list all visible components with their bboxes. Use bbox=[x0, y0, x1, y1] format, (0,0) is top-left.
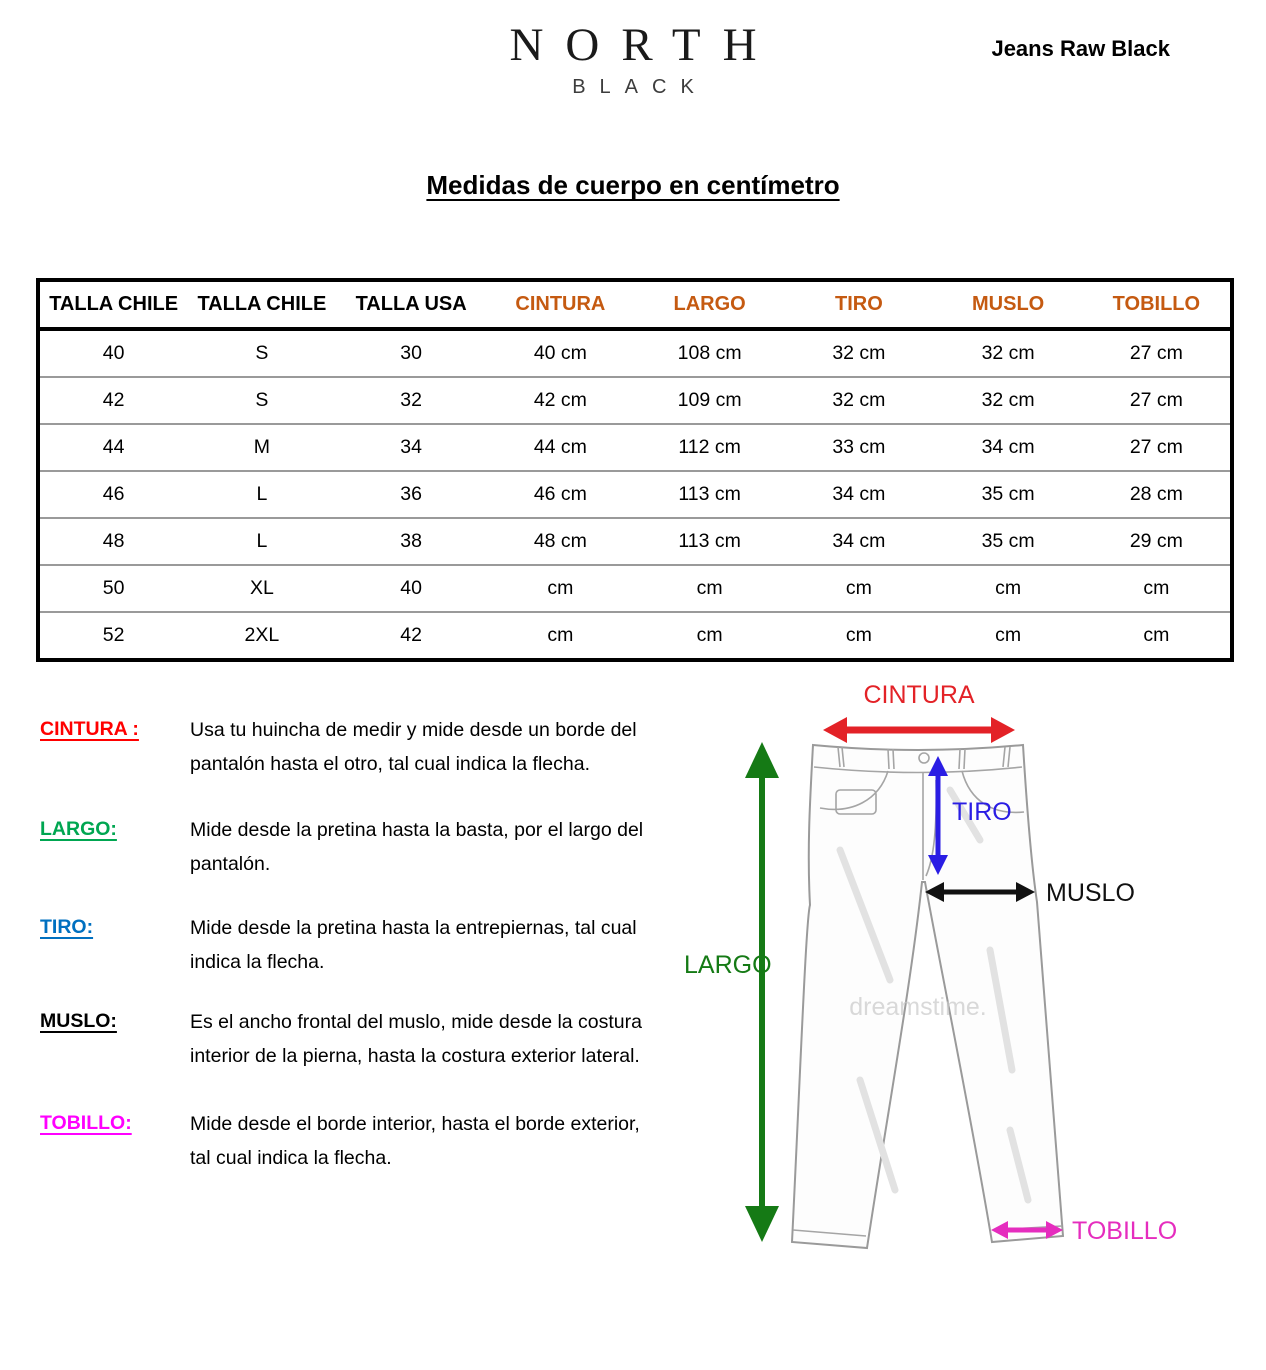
definition-text: Mide desde la pretina hasta la entrepiernas, tal cual indica la flecha. bbox=[190, 917, 637, 973]
table-cell: XL bbox=[187, 565, 336, 612]
table-cell: 40 bbox=[102, 342, 125, 364]
table-cell: cm bbox=[934, 565, 1083, 612]
table-cell: 33 cm bbox=[784, 424, 933, 471]
table-cell: 46 cm bbox=[486, 471, 635, 518]
table-cell: 35 cm bbox=[934, 471, 1083, 518]
table-cell: M bbox=[187, 424, 336, 471]
table-cell: 27 cm bbox=[1083, 424, 1232, 471]
table-cell: 108 cm bbox=[677, 342, 742, 364]
table-cell: 36 bbox=[337, 471, 486, 518]
table-cell: S bbox=[255, 342, 269, 364]
table-cell: 30 bbox=[400, 342, 422, 364]
definition-row bbox=[40, 1010, 660, 1073]
cintura-arrow bbox=[823, 717, 1015, 743]
table-cell: cm bbox=[934, 612, 1083, 660]
definition-term: TOBILLO: bbox=[40, 1112, 132, 1134]
column-header: LARGO bbox=[635, 280, 784, 329]
definition-term: CINTURA : bbox=[40, 718, 139, 740]
column-header: MUSLO bbox=[934, 280, 1083, 329]
table-cell: L bbox=[187, 471, 336, 518]
column-header: TIRO bbox=[784, 280, 933, 329]
table-cell: 28 cm bbox=[1083, 471, 1232, 518]
table-cell: 34 cm bbox=[784, 471, 933, 518]
definition-row bbox=[40, 1112, 660, 1175]
table-cell: 32 cm bbox=[934, 377, 1083, 424]
table-cell: cm bbox=[1083, 612, 1232, 660]
table-cell: 32 cm bbox=[784, 377, 933, 424]
definition-text: Es el ancho frontal del muslo, mide desde la costura interior de la pierna, hasta la costura exterior lateral. bbox=[190, 1011, 642, 1067]
table-cell: 34 bbox=[337, 424, 486, 471]
table-cell: 32 cm bbox=[981, 342, 1035, 364]
table-cell: 34 cm bbox=[784, 518, 933, 565]
tiro-diagram-label: TIRO bbox=[952, 798, 1012, 826]
table-cell: cm bbox=[784, 612, 933, 660]
product-name: Jeans Raw Black bbox=[991, 36, 1170, 61]
muslo-diagram-label: MUSLO bbox=[1046, 879, 1135, 907]
definition-row bbox=[40, 718, 660, 781]
table-cell: 40 cm bbox=[533, 342, 587, 364]
brand-name: NORTH bbox=[509, 19, 779, 71]
definition-row bbox=[40, 916, 660, 979]
table-cell: 27 cm bbox=[1083, 377, 1232, 424]
table-cell: cm bbox=[486, 565, 635, 612]
table-cell: 46 bbox=[38, 471, 187, 518]
table-cell: 29 cm bbox=[1083, 518, 1232, 565]
column-header: TALLA USA bbox=[337, 280, 486, 329]
column-header: CINTURA bbox=[486, 280, 635, 329]
table-cell: 2XL bbox=[187, 612, 336, 660]
table-cell: 109 cm bbox=[635, 377, 784, 424]
table-cell: 34 cm bbox=[934, 424, 1083, 471]
table-cell: 44 cm bbox=[486, 424, 635, 471]
table-cell: 27 cm bbox=[1129, 342, 1183, 364]
table-cell: 44 bbox=[38, 424, 187, 471]
table-cell: 50 bbox=[38, 565, 187, 612]
table-cell: 32 bbox=[337, 377, 486, 424]
table-cell: 35 cm bbox=[934, 518, 1083, 565]
definition-term: LARGO: bbox=[40, 818, 117, 840]
table-cell: 32 cm bbox=[832, 342, 886, 364]
table-cell: L bbox=[187, 518, 336, 565]
tobillo-diagram-label: TOBILLO bbox=[1072, 1217, 1178, 1245]
definition-term: MUSLO: bbox=[40, 1010, 117, 1032]
table-cell: 113 cm bbox=[635, 471, 784, 518]
table-cell: 113 cm bbox=[635, 518, 784, 565]
table-cell: 38 bbox=[337, 518, 486, 565]
jeans-measurement-diagram bbox=[660, 650, 1266, 1370]
table-cell: cm bbox=[784, 565, 933, 612]
column-header: TALLA CHILE bbox=[38, 280, 187, 329]
measurement-definitions bbox=[40, 0, 660, 1370]
definition-term: TIRO: bbox=[40, 916, 94, 938]
table-cell: cm bbox=[1083, 565, 1232, 612]
table-cell: 42 cm bbox=[486, 377, 635, 424]
largo-arrow bbox=[745, 742, 779, 1242]
table-cell: 48 cm bbox=[486, 518, 635, 565]
definition-text: Mide desde el borde interior, hasta el borde exterior, tal cual indica la flecha. bbox=[190, 1113, 640, 1169]
definition-text: Mide desde la pretina hasta la basta, por el largo del pantalón. bbox=[190, 819, 644, 875]
table-cell: 52 bbox=[38, 612, 187, 660]
table-cell: cm bbox=[486, 612, 635, 660]
table-cell: 40 bbox=[337, 565, 486, 612]
brand-subname: BLACK bbox=[572, 76, 708, 98]
table-cell: cm bbox=[635, 612, 784, 660]
page-title: Medidas de cuerpo en centímetro bbox=[426, 170, 840, 200]
table-cell: 112 cm bbox=[635, 424, 784, 471]
cintura-diagram-label: CINTURA bbox=[863, 681, 975, 709]
definition-text: Usa tu huincha de medir y mide desde un borde del pantalón hasta el otro, tal cual indica la flecha. bbox=[190, 719, 637, 775]
definition-row bbox=[40, 818, 660, 881]
jeans-illustration bbox=[792, 745, 1063, 1248]
column-header: TALLA CHILE bbox=[187, 280, 336, 329]
largo-diagram-label: LARGO bbox=[684, 951, 772, 979]
table-cell: S bbox=[187, 377, 336, 424]
table-cell: 48 bbox=[38, 518, 187, 565]
table-cell: 42 bbox=[337, 612, 486, 660]
watermark-text: dreamstime. bbox=[849, 993, 987, 1021]
column-header: TOBILLO bbox=[1083, 280, 1232, 329]
table-cell: cm bbox=[635, 565, 784, 612]
table-cell: 42 bbox=[38, 377, 187, 424]
